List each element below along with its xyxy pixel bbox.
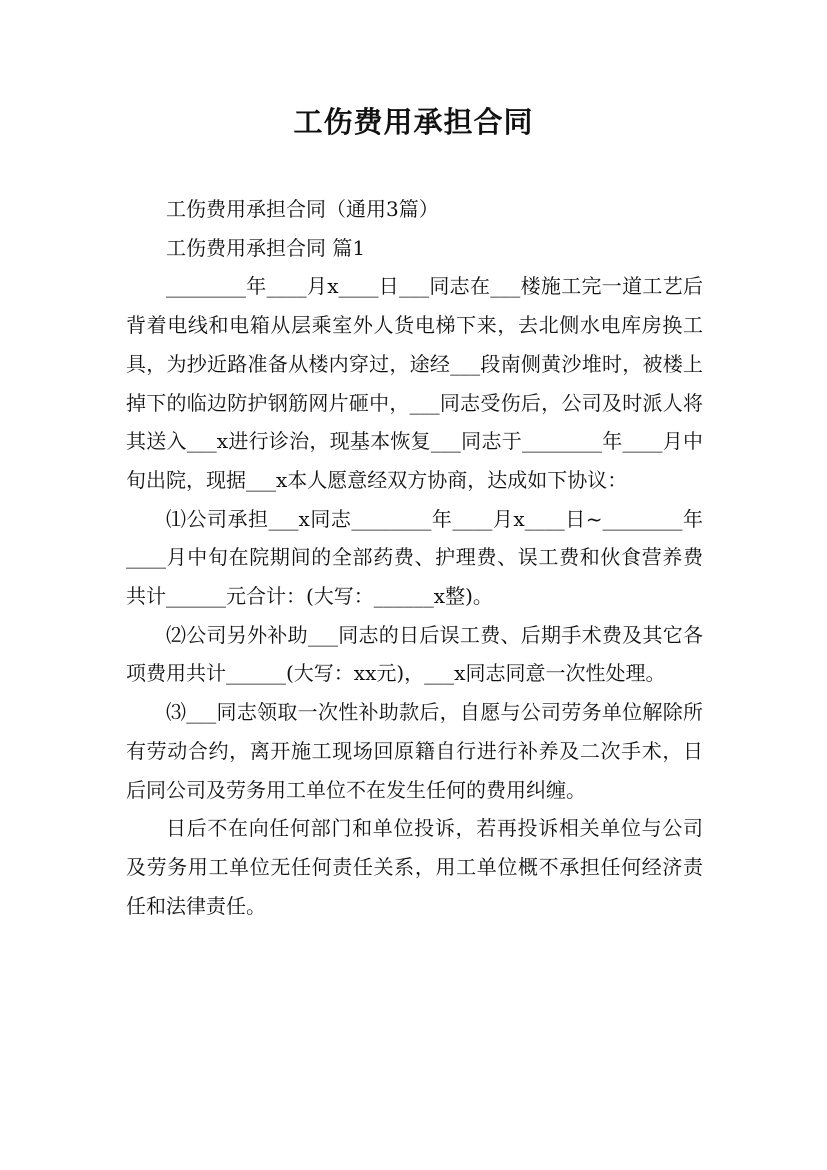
document-body bbox=[126, 190, 703, 925]
paragraph-clause-1: ⑴公司承担___x同志________年____月x____日~________年____月中旬在院期间的全部药费、护理费、误工费和伙食营养费共计______元合计：(大写：______x整)。 bbox=[126, 506, 703, 609]
section-heading: 工伤费用承担合同 篇1 bbox=[166, 235, 366, 260]
paragraph-incident: ________年____月x____日___同志在___楼施工完一道工艺后背着电线和电箱从层乘室外人货电梯下来，去北侧水电库房换工具，为抄近路准备从楼内穿过，途经___段南侧黄沙堆时，被楼上掉下的临边防护钢筋网片砸中，___同志受伤后，公司及时派人将其送入___x进行诊治，现基本恢复___同志于________年____月中旬出院，现据___x本人愿意经双方协商，达成如下协议： bbox=[126, 274, 703, 492]
paragraph-clause-3: ⑶___同志领取一次性补助款后，自愿与公司劳务单位解除所有劳动合约，离开施工现场回原籍自行进行补养及二次手术，日后同公司及劳务用工单位不在发生任何的费用纠缠。 bbox=[126, 700, 703, 802]
paragraph-closing: 日后不在向任何部门和单位投诉，若再投诉相关单位与公司及劳务用工单位无任何责任关系，用工单位概不承担任何经济责任和法律责任。 bbox=[126, 816, 703, 918]
paragraph-clause-2: ⑵公司另外补助___同志的日后误工费、后期手术费及其它各项费用共计______(大写：xx元)，___x同志同意一次性处理。 bbox=[126, 622, 703, 686]
document-subtitle: 工伤费用承担合同（通用3篇） bbox=[166, 197, 439, 221]
document-title: 工伤费用承担合同 bbox=[293, 105, 534, 139]
